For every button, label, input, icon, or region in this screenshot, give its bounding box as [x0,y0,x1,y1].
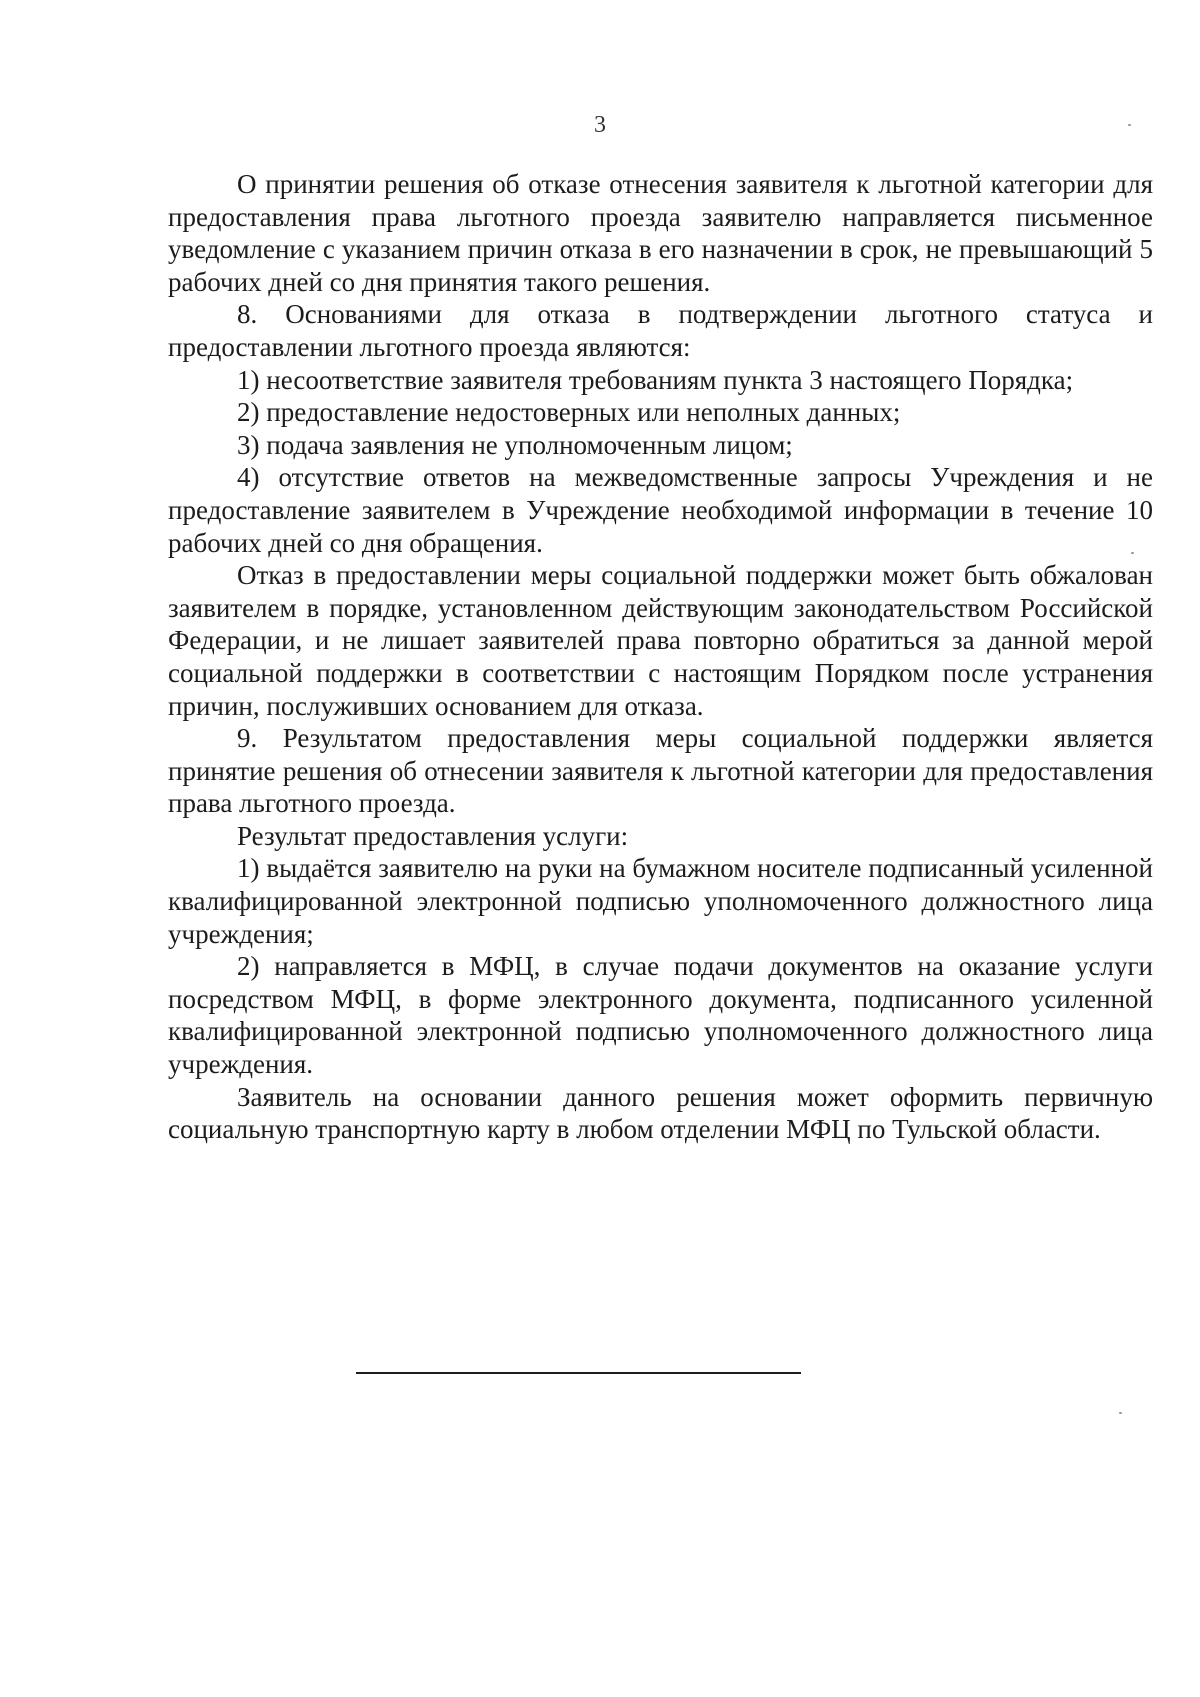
paragraph-appeal: Отказ в предоставлении меры социальной поддержки может быть обжалован заявителем в порядке, установленном действующим законодательством Российской Федерации, и не лишает заявителей права повторно обратиться за данной мерой социальной поддержки в соответствии с настоящим Порядком после устранения причин, послуживших основанием для отказа. [168,560,1153,721]
paragraph-section-9-result: 9. Результатом предоставления меры социальной поддержки является принятие решения об отнесении заявителя к льготной категории для предоставления права льготного проезда. [168,723,1153,819]
list-item-result-2: 2) направляется в МФЦ, в случае подачи документов на оказание услуги посредством МФЦ, в форме электронного документа, подписанного усиленной квалифицированной электронной подписью уполномоченного должностного лица учреждения. [168,951,1153,1080]
list-item-ground-1: 1) несоответствие заявителя требованиям пункта 3 настоящего Порядка; [237,364,1074,395]
paragraph-section-8-grounds: 8. Основаниями для отказа в подтверждении льготного статуса и предоставлении льготного проезда являются: [168,299,1153,362]
scan-speck [1128,124,1131,126]
paragraph-result-heading: Результат предоставления услуги: [237,820,629,851]
scan-speck [1119,1412,1122,1414]
scan-speck [1131,552,1134,554]
closing-rule [356,1372,801,1374]
list-item-ground-4: 4) отсутствие ответов на межведомственные запросы Учреждения и не предоставление заявителем в Учреждение необходимой информации в течение 10 рабочих дней со дня обращения. [168,462,1153,558]
document-body [168,168,1153,1146]
list-item-ground-2: 2) предоставление недостоверных или неполных данных; [237,397,901,428]
list-item-ground-3: 3) подача заявления не уполномоченным лицом; [237,429,793,460]
page-number: 3 [594,112,606,138]
paragraph-refusal-notice: О принятии решения об отказе отнесения заявителя к льготной категории для предоставления права льготного проезда заявителю направляется письменное уведомление с указанием причин отказа в его назначении в срок, не превышающий 5 рабочих дней со дня принятия такого решения. [168,169,1153,297]
paragraph-transport-card: Заявитель на основании данного решения может оформить первичную социальную транспортную карту в любом отделении МФЦ по Тульской области. [168,1081,1153,1145]
list-item-result-1: 1) выдаётся заявителю на руки на бумажном носителе подписанный усиленной квалифицированной электронной подписью уполномоченного должностного лица учреждения; [168,853,1153,949]
